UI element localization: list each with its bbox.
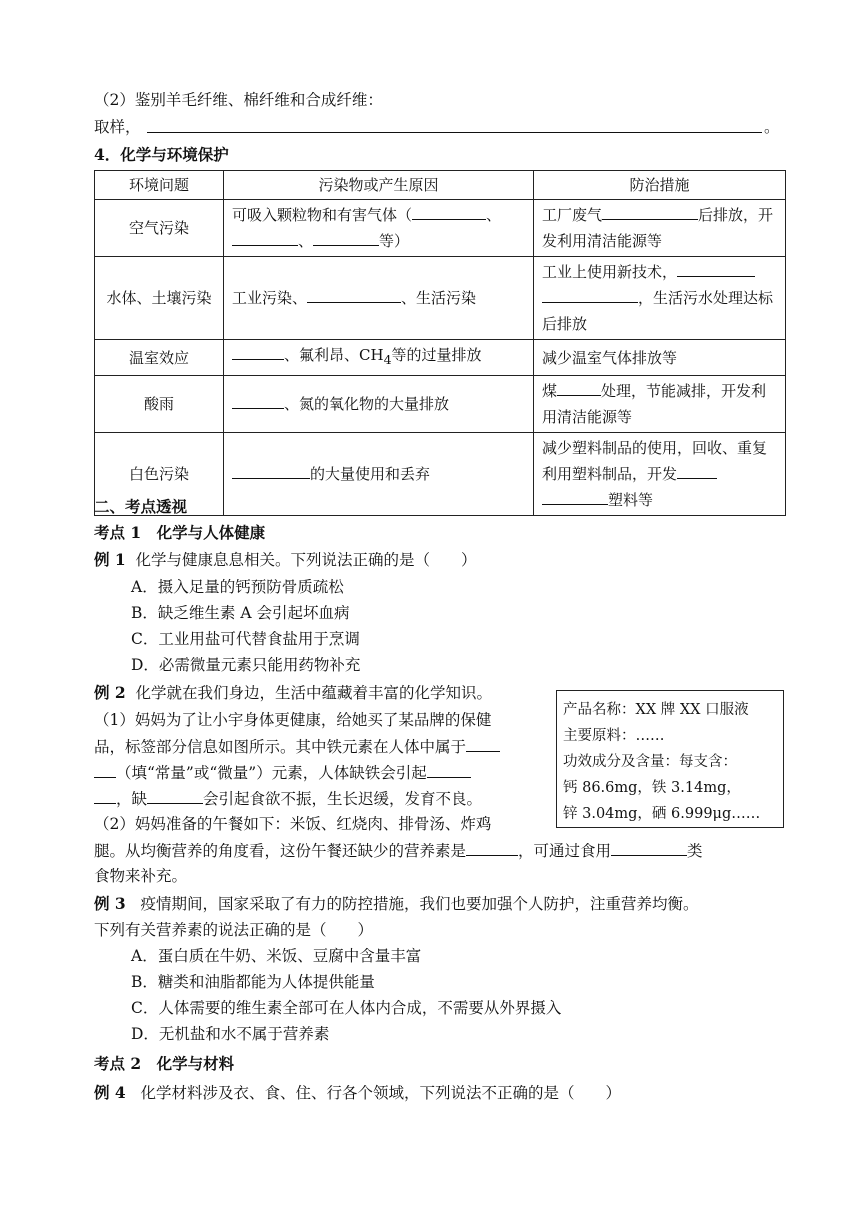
blank[interactable] — [313, 228, 379, 246]
measure-cell: 减少温室气体排放等 — [534, 340, 786, 376]
problem-cell: 温室效应 — [95, 340, 224, 376]
table-row — [95, 376, 786, 433]
cause-cell: 工业污染、 、生活污染 — [224, 257, 534, 340]
example-2-q1-line-1: （1）妈妈为了让小宇身体更健康，给她买了某品牌的保健 — [94, 711, 492, 729]
example-3: 例 3 疫情期间，国家采取了有力的防控措施，我们也要加强个人防护，注重营养均衡。 — [94, 894, 699, 913]
label-line: 主要原料：…… — [563, 728, 665, 744]
table-row — [95, 200, 786, 257]
blank[interactable] — [232, 342, 284, 360]
blank[interactable] — [427, 760, 471, 778]
example-2-q2-line-2: 腿。从均衡营养的角度看，这份午餐还缺少的营养素是 ，可通过食用 类 — [94, 838, 703, 863]
blank[interactable] — [232, 391, 284, 409]
option-c[interactable]: C．工业用盐可代替食盐用于烹调 — [131, 630, 360, 648]
blank[interactable] — [232, 461, 310, 479]
point-2-title: 考点 2 化学与材料 — [94, 1054, 235, 1073]
label-line: 产品名称：XX 牌 XX 口服液 — [563, 702, 749, 718]
table-row — [95, 340, 786, 376]
blank[interactable] — [557, 378, 601, 396]
blank[interactable] — [307, 285, 401, 303]
option-b[interactable]: B．缺乏维生素 A 会引起坏血病 — [131, 604, 350, 622]
section-two-title: 二、考点透视 — [94, 497, 188, 516]
example-4: 例 4 化学材料涉及衣、食、住、行各个领域，下列说法不正确的是（ ） — [94, 1083, 621, 1102]
answer-blank[interactable] — [147, 132, 762, 133]
blank[interactable] — [466, 734, 500, 752]
label-line: 锌 3.04mg，硒 6.999μg…… — [563, 806, 761, 822]
example-1: 例 1 化学与健康息息相关。下列说法正确的是（ ） — [94, 550, 477, 569]
blank[interactable] — [602, 202, 698, 220]
period: 。 — [764, 118, 780, 136]
cause-cell: 、氟利昂、$CH_4$等的过量排放 — [224, 340, 534, 376]
blank[interactable] — [147, 786, 203, 804]
product-label-box — [556, 690, 784, 828]
problem-cell: 酸雨 — [95, 376, 224, 433]
example-3-stem-2: 下列有关营养素的说法正确的是（ ） — [94, 921, 374, 939]
header-cause: 污染物或产生原因 — [224, 171, 534, 200]
blank[interactable] — [611, 838, 687, 856]
example-2: 例 2 化学就在我们身边，生活中蕴藏着丰富的化学知识。 — [94, 683, 493, 702]
problem-cell: 空气污染 — [95, 200, 224, 257]
cause-cell: 的大量使用和丢弃 — [224, 433, 534, 516]
blank[interactable] — [677, 461, 717, 479]
header-problem: 环境问题 — [95, 171, 224, 200]
sample-label: 取样， — [94, 118, 141, 136]
measure-cell: 煤 处理，节能减排，开发利用清洁能源等 — [534, 376, 786, 433]
option-d[interactable]: D．必需微量元素只能用药物补充 — [131, 656, 361, 674]
blank[interactable] — [232, 228, 298, 246]
option-d[interactable]: D．无机盐和水不属于营养素 — [131, 1025, 330, 1043]
cause-cell: 、氮的氧化物的大量排放 — [224, 376, 534, 433]
option-c[interactable]: C．人体需要的维生素全部可在人体内合成，不需要从外界摄入 — [131, 999, 562, 1017]
example-2-q1-line-2: 品，标签部分信息如图所示。其中铁元素在人体中属于 — [94, 734, 500, 759]
blank[interactable] — [94, 786, 116, 804]
blank[interactable] — [94, 760, 116, 778]
measure-cell: 工业上使用新技术， ，生活污水处理达标后排放 — [534, 257, 786, 340]
blank[interactable] — [542, 285, 638, 303]
environment-table — [94, 170, 786, 516]
table-row — [95, 433, 786, 516]
problem-cell: 水体、土壤污染 — [95, 257, 224, 340]
question-2-text: （2）鉴别羊毛纤维、棉纤维和合成纤维： — [94, 91, 383, 109]
label-line: 钙 86.6mg，铁 3.14mg， — [563, 780, 741, 796]
cause-cell: 可吸入颗粒物和有害气体（ 、 、 等） — [224, 200, 534, 257]
table-header-row — [95, 171, 786, 200]
example-2-q2-line-3: 食物来补充。 — [94, 867, 188, 885]
header-measure: 防治措施 — [534, 171, 786, 200]
example-2-q2-line-1: （2）妈妈准备的午餐如下：米饭、红烧肉、排骨汤、炸鸡 — [94, 815, 492, 833]
option-a[interactable]: A．蛋白质在牛奶、米饭、豆腐中含量丰富 — [131, 947, 422, 965]
table-row — [95, 257, 786, 340]
blank[interactable] — [466, 838, 518, 856]
section-4-title: 4．化学与环境保护 — [94, 145, 229, 164]
example-2-q1-line-4: ，缺 会引起食欲不振，生长迟缓，发育不良。 — [94, 786, 482, 811]
measure-cell: 减少塑料制品的使用，回收、重复利用塑料制品，开发塑料等 — [534, 433, 786, 516]
point-1-title: 考点 1 化学与人体健康 — [94, 523, 266, 542]
blank[interactable] — [412, 202, 486, 220]
blank[interactable] — [542, 487, 608, 505]
blank[interactable] — [677, 259, 755, 277]
measure-cell: 工厂废气 后排放，开发利用清洁能源等 — [534, 200, 786, 257]
example-2-q1-line-3: （填“常量”或“微量”）元素，人体缺铁会引起 — [94, 760, 471, 785]
option-b[interactable]: B．糖类和油脂都能为人体提供能量 — [131, 973, 375, 991]
problem-cell: 白色污染 — [95, 433, 224, 516]
option-a[interactable]: A．摄入足量的钙预防骨质疏松 — [131, 578, 344, 596]
label-line: 功效成分及含量：每支含： — [563, 754, 737, 770]
